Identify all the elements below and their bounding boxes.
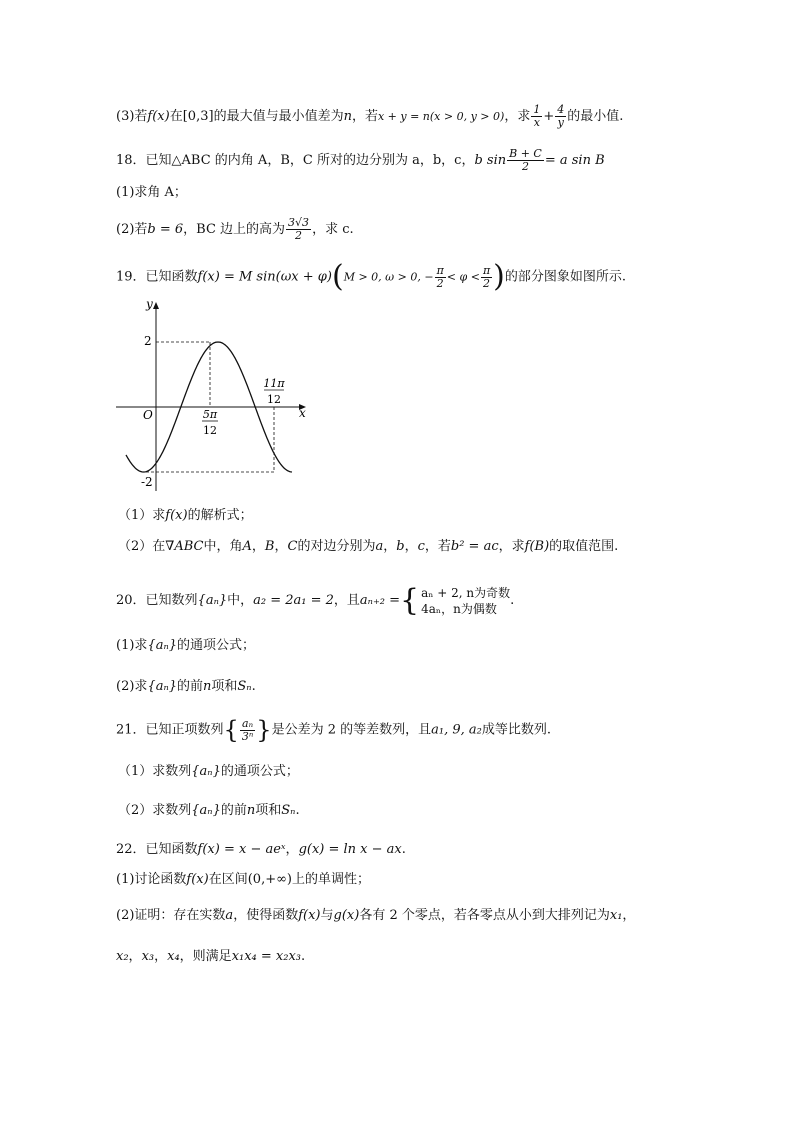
q21-p2-end: . — [295, 803, 300, 818]
q18-height-frac — [286, 217, 311, 242]
q19-part1 — [118, 507, 253, 525]
q17-text-5: 的最小值. — [567, 109, 624, 124]
q17-text-3: ，若 — [351, 109, 378, 124]
q19-angle-b: B — [264, 539, 275, 554]
q21-p2-text-3: 项和 — [255, 803, 282, 818]
sine-graph — [116, 296, 316, 496]
q18-p2-text-3: ，求 c. — [312, 222, 354, 237]
q20-text-1: 20．已知数列 — [116, 593, 198, 608]
q20-p2-n: n — [203, 679, 212, 694]
q22-x3: x₃ — [141, 949, 155, 964]
q19-fb: f(B) — [524, 539, 550, 554]
q22-final-end: . — [301, 949, 306, 964]
q19-condition: b² = ac — [450, 539, 499, 554]
q18-frac — [507, 148, 544, 173]
q17-part3 — [116, 104, 623, 129]
q21-frac-num: aₙ — [240, 718, 255, 731]
q18-frac-num: B + C — [509, 147, 542, 160]
q18-eq-left: b sin — [474, 153, 507, 168]
q17-constraint: x + y = n(x > 0, y > 0) — [377, 110, 505, 123]
q21-text-1: 21．已知正项数列 — [116, 722, 224, 738]
q17-n: n — [343, 109, 352, 124]
y-axis-arrow — [153, 302, 159, 309]
q20-p2-sum: Sₙ — [237, 679, 252, 694]
q18-part2 — [116, 217, 354, 242]
q18-frac-den: 2 — [521, 160, 529, 173]
q22-end: . — [401, 842, 406, 857]
q22-p2-text-3: 与 — [320, 908, 334, 923]
q17-frac-2-num: 4 — [557, 103, 565, 116]
q19-part2 — [118, 538, 618, 556]
q20-seq: {aₙ} — [197, 593, 228, 608]
q19-p1-f: f(x) — [165, 508, 188, 523]
q22-x4: x₄ — [167, 949, 180, 964]
q20-part2 — [116, 678, 256, 696]
q22-p2-g: g(x) — [333, 908, 360, 923]
q20-p1-text-1: (1)求 — [116, 638, 148, 653]
q19-pi-a: π — [436, 263, 444, 277]
q21-brace-right: } — [256, 716, 272, 744]
q22-x1: x₁ — [609, 908, 623, 923]
q17-frac-2 — [555, 104, 566, 129]
q19-paren-left: ( — [331, 259, 344, 294]
q19-side-c: c — [417, 539, 425, 554]
q18-b-value: b = 6 — [147, 222, 184, 237]
q19-paren-right: ) — [493, 259, 505, 294]
q22-text-then: ，则满足 — [179, 949, 232, 964]
q20-p2-end: . — [251, 679, 256, 694]
q21-p1-text-2: 的通项公式； — [220, 764, 299, 779]
q19-sep-2: ， — [274, 539, 288, 554]
q20-stem — [116, 584, 514, 618]
q22-part2-line2 — [116, 948, 305, 966]
q22-p2-text-1: (2)证明：存在实数 — [116, 908, 226, 923]
q19-frac-pi2-b — [481, 265, 492, 290]
q22-p1-text-3: 上的单调性； — [292, 872, 371, 887]
q21-p2-seq: {aₙ} — [191, 803, 221, 818]
q18-part1 — [116, 184, 187, 202]
q19-p1-text-1: （1）求 — [118, 508, 166, 523]
q18-stem — [116, 148, 605, 173]
q21-frac-den: 3ⁿ — [241, 729, 254, 743]
q22-sep: ， — [285, 842, 299, 857]
q20-case-even: 4aₙ，n为偶数 — [421, 601, 497, 616]
q19-p1-text-2: 的解析式； — [187, 508, 253, 523]
q17-frac-1-num: 1 — [533, 103, 541, 116]
q18-height-num: 3√3 — [288, 216, 310, 229]
q19-cond-a: M > 0, ω > 0, − — [343, 270, 434, 284]
q20-p2-text-3: 项和 — [211, 679, 238, 694]
q22-f: f(x) = x − aeˣ — [197, 842, 286, 857]
q17-text-2: 的最大值与最小值差为 — [213, 109, 344, 124]
q17-frac-1-den: x — [533, 116, 540, 129]
q21-text-2: 是公差为 2 的等差数列，且 — [271, 722, 432, 738]
q22-stem — [116, 841, 406, 859]
y-max-label: 2 — [144, 334, 152, 348]
q22-p2-text-4: 各有 2 个零点，若各零点从小到大排列记为 — [359, 908, 610, 923]
q19-p2-text-6: 的取值范围. — [549, 539, 619, 554]
q21-p2-n: n — [246, 803, 256, 818]
q22-g: g(x) = ln x − ax — [298, 842, 402, 857]
q19-two-a: 2 — [436, 276, 444, 290]
tick-5pi12-num: 5π — [202, 408, 218, 421]
q19-stem-text-1: 19．已知函数 — [116, 269, 198, 285]
q19-p2-text-3: 的对边分别为 — [297, 539, 376, 554]
q22-p1-f: f(x) — [186, 872, 209, 887]
q22-product-eq: x₁x₄ = x₂x₃ — [231, 949, 302, 964]
q21-terms: a₁, 9, a₂ — [431, 722, 482, 738]
q19-stem-text-2: 的部分图象如图所示. — [504, 269, 627, 285]
q19-stem — [116, 259, 627, 294]
q19-p2-text-2: 中，角 — [203, 539, 243, 554]
q21-stem — [116, 715, 551, 745]
q20-initial: a₂ = 2a₁ = 2 — [253, 593, 334, 608]
q17-part3-prefix: (3)若 — [116, 109, 148, 124]
q19-function: f(x) = M sin(ωx + φ) — [197, 269, 332, 285]
q20-text-3: ，且 — [333, 593, 360, 608]
q19-sep-1: ， — [251, 539, 265, 554]
q22-p1-interval: (0,+∞) — [247, 872, 293, 887]
q18-part1-text: (1)求角 A； — [116, 185, 187, 200]
q21-p1-seq: {aₙ} — [191, 764, 221, 779]
q19-p2-text-1: （2）在 — [118, 539, 166, 554]
q20-p1-seq: {aₙ} — [147, 638, 177, 653]
tick-5pi12-den: 12 — [203, 424, 217, 437]
q21-p2-text-2: 的前 — [220, 803, 247, 818]
q19-sep-4: ， — [404, 539, 418, 554]
q22-part1 — [116, 871, 370, 889]
q19-frac-pi2-a — [435, 265, 446, 290]
q19-p2-text-4: ，若 — [424, 539, 451, 554]
q18-stem-text: 18．已知△ABC 的内角 A，B，C 所对的边分别为 a，b，c， — [116, 153, 475, 168]
q17-frac-2-den: y — [557, 116, 564, 129]
q20-p2-seq: {aₙ} — [147, 679, 177, 694]
tick-11pi12-den: 12 — [267, 393, 281, 406]
q19-p2-text-5: ，求 — [498, 539, 525, 554]
q21-p1-text-1: （1）求数列 — [118, 764, 192, 779]
q17-text-4: ，求 — [504, 109, 531, 124]
q20-case-odd: aₙ + 2, n为奇数 — [421, 585, 511, 600]
q22-p2-f: f(x) — [298, 908, 321, 923]
q20-p1-text-2: 的通项公式； — [176, 638, 255, 653]
q22-x2: x₂ — [116, 949, 129, 964]
q19-two-b: 2 — [483, 276, 491, 290]
q22-part2-line1 — [116, 907, 635, 925]
q20-p2-text-2: 的前 — [176, 679, 203, 694]
q22-p1-text-1: (1)讨论函数 — [116, 872, 187, 887]
origin-label: O — [143, 408, 153, 422]
q20-p2-text-1: (2)求 — [116, 679, 148, 694]
q20-text-2: 中， — [227, 593, 254, 608]
q21-p2-text-1: （2）求数列 — [118, 803, 192, 818]
q18-eq-right: = a sin B — [544, 153, 605, 168]
q22-p2-text-5: ， — [622, 908, 636, 923]
q21-frac — [240, 718, 255, 743]
q18-p2-text-2: ，BC 边上的高为 — [183, 222, 286, 237]
q20-part1 — [116, 637, 255, 655]
q19-angle-a: A — [242, 539, 252, 554]
y-axis-label: y — [146, 297, 153, 311]
q19-pi-b: π — [482, 263, 491, 277]
q21-part2 — [118, 802, 300, 820]
q20-brace: { — [400, 582, 420, 618]
y-min-label: -2 — [141, 475, 153, 489]
q17-text-1: 在 — [169, 109, 183, 124]
q20-cases — [419, 585, 510, 617]
tick-11pi12-num: 11π — [263, 377, 285, 390]
q20-recurrence-lhs: aₙ₊₂ = — [359, 593, 401, 608]
q20-end: . — [510, 593, 515, 608]
q19-sep-3: ， — [383, 539, 397, 554]
q19-side-a: a — [375, 539, 384, 554]
q17-frac-1 — [531, 104, 542, 129]
q17-fx: f(x) — [147, 109, 170, 124]
q21-text-3: 成等比数列. — [481, 722, 551, 738]
q22-sep-2: ， — [154, 949, 168, 964]
q21-part1 — [118, 763, 299, 781]
q17-interval: [0,3] — [182, 109, 214, 124]
q22-sep-1: ， — [128, 949, 142, 964]
q19-side-b: b — [396, 539, 405, 554]
q19-cond-b: < φ < — [446, 270, 480, 284]
q21-brace-left: { — [223, 716, 239, 744]
q18-p2-text-1: (2)若 — [116, 222, 148, 237]
q22-p2-text-2: ，使得函数 — [233, 908, 299, 923]
q19-triangle: ∇ABC — [165, 539, 204, 554]
q22-p1-text-2: 在区间 — [208, 872, 248, 887]
q21-p2-sum: Sₙ — [281, 803, 296, 818]
x-axis-label: x — [299, 406, 306, 420]
q22-p2-a: a — [225, 908, 234, 923]
q22-text-1: 22．已知函数 — [116, 842, 198, 857]
q17-plus: + — [543, 109, 555, 124]
q18-height-den: 2 — [295, 229, 303, 242]
q19-angle-c: C — [287, 539, 298, 554]
